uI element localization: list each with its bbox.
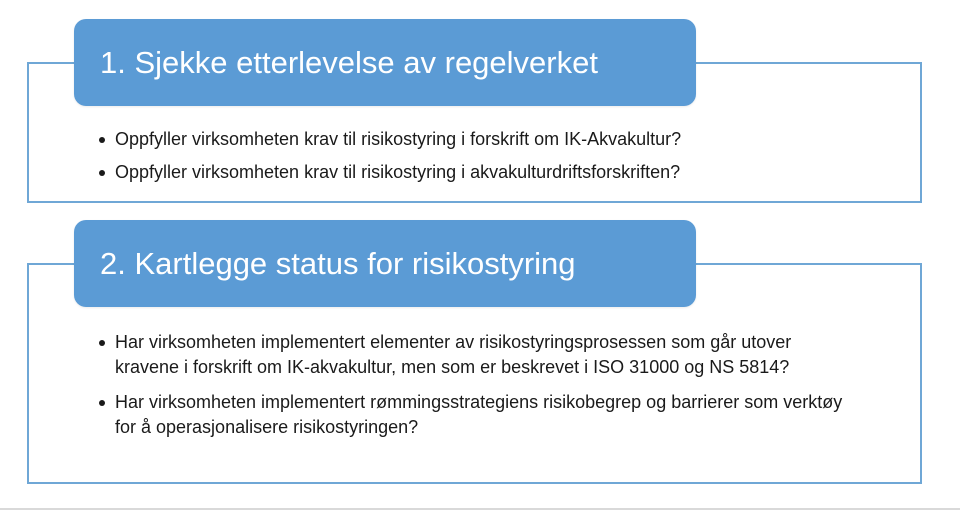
section-1-header (74, 19, 696, 106)
section-2-title: 2. Kartlegge status for risikostyring (100, 246, 576, 281)
section-1-title: 1. Sjekke etterlevelse av regelverket (100, 45, 598, 80)
bullet-item: Oppfyller virksomheten krav til risikostyring i forskrift om IK-Akvakultur? (97, 127, 897, 152)
section-2-bullet-list (97, 330, 857, 450)
section-2-header (74, 220, 696, 307)
bottom-divider (0, 508, 960, 510)
bullet-item: Har virksomheten implementert rømmingsstrategiens risikobegrep og barrierer som verktøy for å operasjonalisere risikostyringen? (97, 390, 857, 440)
bullet-item: Oppfyller virksomheten krav til risikostyring i akvakulturdriftsforskriften? (97, 160, 897, 185)
section-1-bullet-list (97, 127, 897, 193)
bullet-item: Har virksomheten implementert elementer av risikostyringsprosessen som går utover kravene i forskrift om IK-akvakultur, men som er beskrevet i ISO 31000 og NS 5814? (97, 330, 857, 380)
